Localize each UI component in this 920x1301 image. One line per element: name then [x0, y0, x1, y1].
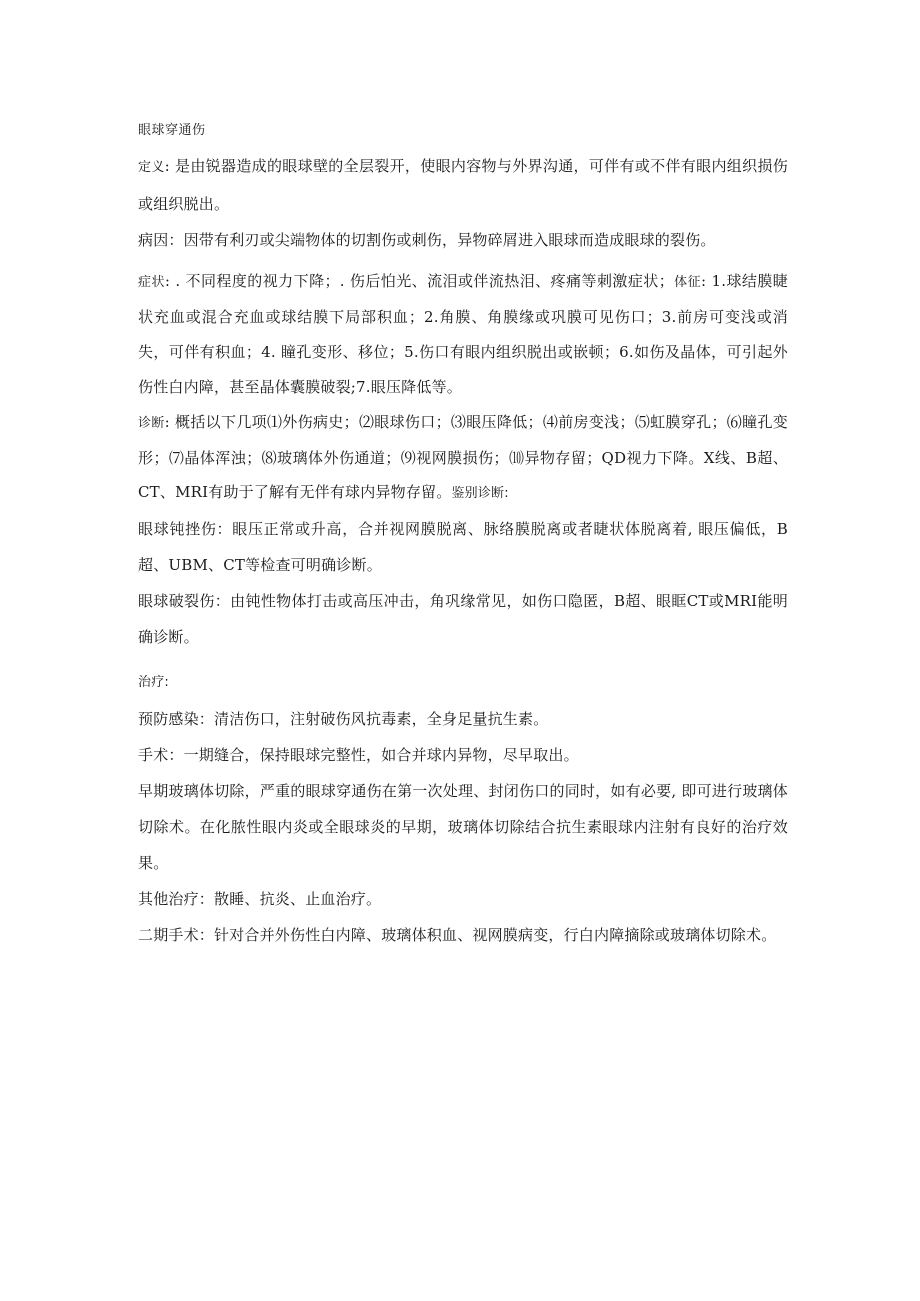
treatment-item: 其他治疗：散睡、抗炎、止血治疗。	[138, 890, 382, 908]
signs-label: 体征	[673, 275, 702, 290]
diagnosis-text: : 概括以下几项⑴外伤病史；⑵眼球伤口；⑶眼压降低；⑷前房变浅；⑸虹膜穿孔；⑹瞳孔变形；⑺晶体浑浊；⑻玻璃体外伤通道；⑼视网膜损伤；⑽异物存留；QD视力下降。X线、B超、CT、MRI有助于了解有无伴有球内异物存留。	[138, 413, 788, 501]
document-page	[138, 118, 788, 953]
treatment-label: 治疗:	[138, 675, 169, 690]
symptoms-paragraph	[138, 264, 788, 405]
definition-text: : 是由锐器造成的眼球壁的全层裂开，使眼内容物与外界沟通，可伴有或不伴有眼内组织损伤或组织脱出。	[138, 157, 788, 213]
treatment-item: 预防感染：清洁伤口，注射破伤风抗毒素，全身足量抗生素。	[138, 710, 549, 728]
symptoms-label: 症状	[138, 275, 165, 290]
etiology-paragraph: 病因：因带有利刃或尖端物体的切割伤或刺伤，异物碎屑进入眼球而造成眼球的裂伤。	[138, 231, 716, 249]
diagnosis-label: 诊断	[138, 416, 165, 431]
treatment-item: 手术：一期缝合，保持眼球完整性，如合并球内异物，尽早取出。	[138, 746, 579, 764]
treatment-item: 早期玻璃体切除，严重的眼球穿通伤在第一次处理、封闭伤口的同时，如有必要, 即可进行玻璃体切除术。在化脓性眼内炎或全眼球炎的早期，玻璃体切除结合抗生素眼球内注射有良好的治疗效果。	[138, 782, 788, 872]
treatment-item: 二期手术：针对合并外伤性白内障、玻璃体积血、视网膜病变，行白内障摘除或玻璃体切除术。	[138, 926, 777, 944]
diagnosis-paragraph	[138, 405, 788, 511]
rupture-injury-paragraph: 眼球破裂伤：由钝性物体打击或高压冲击，角巩缘常见，如伤口隐匿，B超、眼眶CT或MRI能明确诊断。	[138, 592, 788, 646]
blunt-injury-paragraph: 眼球钝挫伤：眼压正常或升高，合并视网膜脱离、脉络膜脱离或者睫状体脱离着, 眼压偏低，B超、UBM、CT等检查可明确诊断。	[138, 520, 788, 574]
signs-text: : 1.球结膜睫状充血或混合充血或球结膜下局部积血；2.角膜、角膜缘或巩膜可见伤口；3.前房可变浅或消失，可伴有积血；4. 瞳孔变形、移位；5.伤口有眼内组织脱出或嵌顿；6.如伤及晶体，可引起外伤性白内障，甚至晶体囊膜破裂;7.眼压降低等。	[138, 272, 788, 396]
differential-label: 鉴别诊断:	[451, 486, 509, 501]
definition-label: 定义	[138, 160, 165, 175]
document-title: 眼球穿通伤	[138, 123, 206, 138]
symptoms-text: : . 不同程度的视力下降；. 伤后怕光、流泪或伴流热泪、疼痛等刺激症状；	[164, 272, 674, 290]
definition-paragraph	[138, 148, 788, 222]
